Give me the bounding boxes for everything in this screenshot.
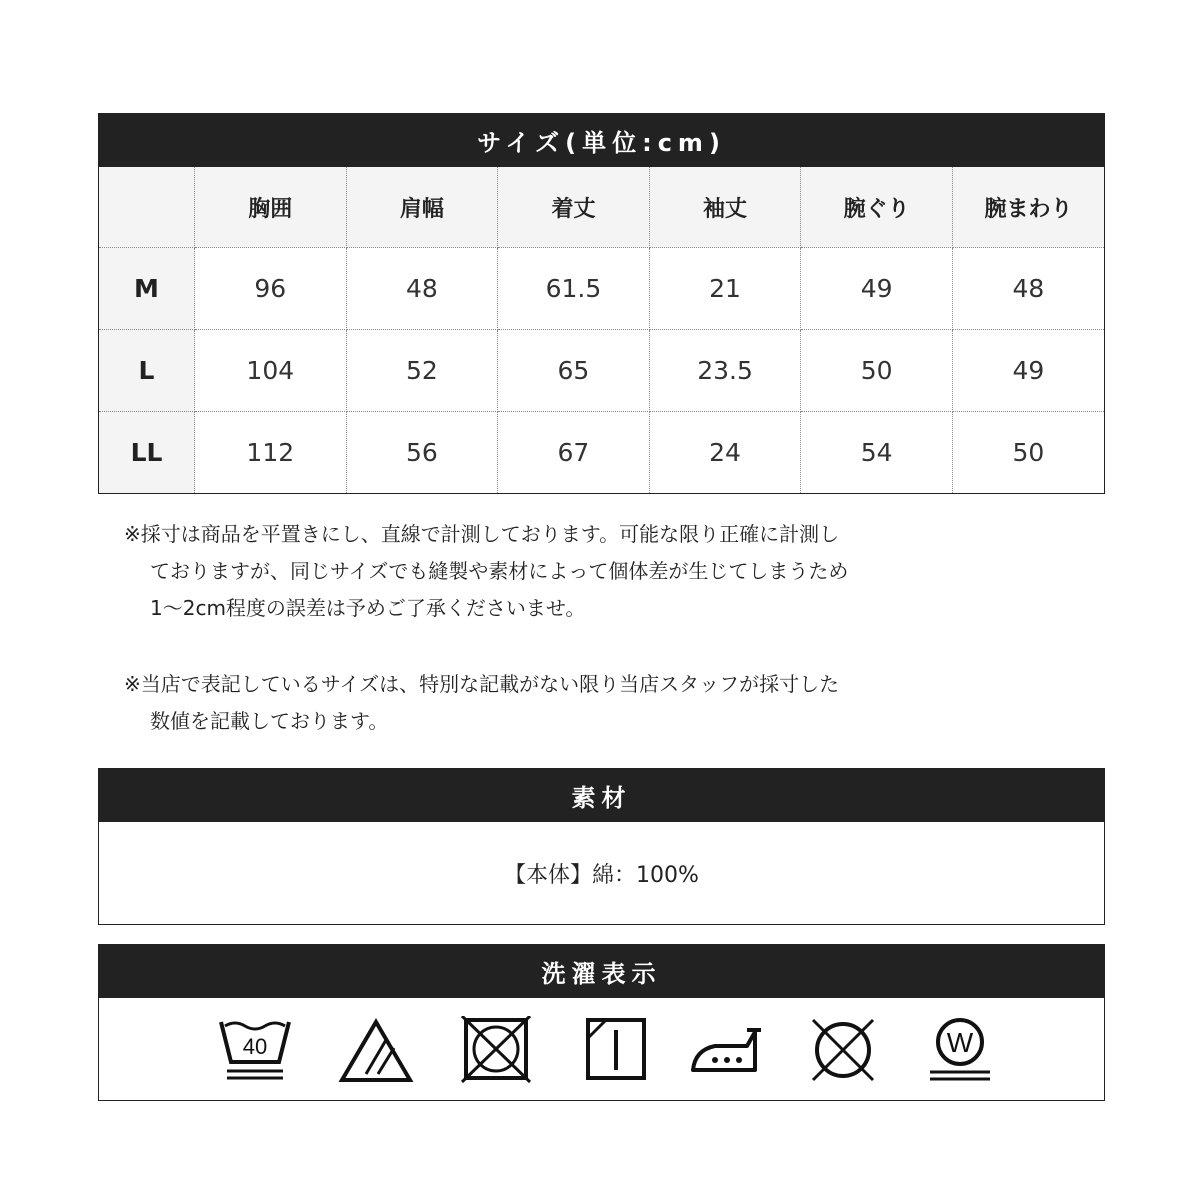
table-cell: 67 xyxy=(498,412,650,494)
size-table-title: サイズ(単位:cm) xyxy=(99,114,1104,167)
no-tumble-dry-icon xyxy=(456,1016,536,1086)
size-source-note xyxy=(124,666,839,740)
wet-clean-gentle-icon xyxy=(920,1016,1000,1086)
table-cell: 96 xyxy=(195,248,347,330)
note-line: 数値を記載しております。 xyxy=(150,709,389,733)
wash-temp-label: 40 xyxy=(242,1034,268,1059)
table-cell: 49 xyxy=(952,330,1104,412)
material-panel xyxy=(98,768,1105,925)
measurement-note xyxy=(124,516,848,627)
table-cell: 49 xyxy=(801,248,953,330)
column-header-shoulder: 肩幅 xyxy=(346,167,498,248)
size-table-header-row xyxy=(99,167,1104,248)
table-cell: 48 xyxy=(952,248,1104,330)
table-cell: 56 xyxy=(346,412,498,494)
table-row-m xyxy=(99,248,1104,330)
row-label-ll: LL xyxy=(99,412,195,494)
column-header-armhole: 腕ぐり xyxy=(801,167,953,248)
bleach-allowed-icon xyxy=(336,1016,416,1086)
table-row-l xyxy=(99,330,1104,412)
table-cell: 21 xyxy=(649,248,801,330)
table-cell: 23.5 xyxy=(649,330,801,412)
table-cell: 65 xyxy=(498,330,650,412)
column-header-sleeve: 袖丈 xyxy=(649,167,801,248)
column-header-arm-circumference: 腕まわり xyxy=(952,167,1104,248)
column-header-chest: 胸囲 xyxy=(195,167,347,248)
no-dry-clean-icon xyxy=(803,1016,883,1086)
note-line: ※採寸は商品を平置きにし、直線で計測しております。可能な限り正確に計測し xyxy=(124,522,840,546)
note-line: ておりますが、同じサイズでも縫製や素材によって個体差が生じてしまうため xyxy=(150,559,849,583)
table-cell: 50 xyxy=(801,330,953,412)
table-cell: 48 xyxy=(346,248,498,330)
care-title: 洗濯表示 xyxy=(99,945,1104,998)
material-title: 素材 xyxy=(99,769,1104,822)
size-table-corner xyxy=(99,167,195,248)
wash-40-icon xyxy=(215,1016,295,1086)
table-cell: 61.5 xyxy=(498,248,650,330)
table-cell: 52 xyxy=(346,330,498,412)
table-cell: 50 xyxy=(952,412,1104,494)
column-header-length: 着丈 xyxy=(498,167,650,248)
iron-low-icon xyxy=(685,1016,765,1086)
row-label-m: M xyxy=(99,248,195,330)
drip-line-dry-shade-icon xyxy=(576,1016,656,1086)
table-cell: 104 xyxy=(195,330,347,412)
table-cell: 54 xyxy=(801,412,953,494)
note-line: 1〜2cm程度の誤差は予めご了承くださいませ。 xyxy=(150,596,586,620)
care-panel xyxy=(98,944,1105,1101)
wet-clean-letter: W xyxy=(946,1027,974,1058)
table-cell: 112 xyxy=(195,412,347,494)
material-text: 【本体】綿：100% xyxy=(504,862,699,888)
row-label-l: L xyxy=(99,330,195,412)
size-table xyxy=(99,167,1104,493)
table-cell: 24 xyxy=(649,412,801,494)
note-line: ※当店で表記しているサイズは、特別な記載がない限り当店スタッフが採寸した xyxy=(124,672,840,696)
size-table-panel xyxy=(98,113,1105,494)
care-icons-row xyxy=(99,998,1104,1100)
table-row-ll xyxy=(99,412,1104,494)
